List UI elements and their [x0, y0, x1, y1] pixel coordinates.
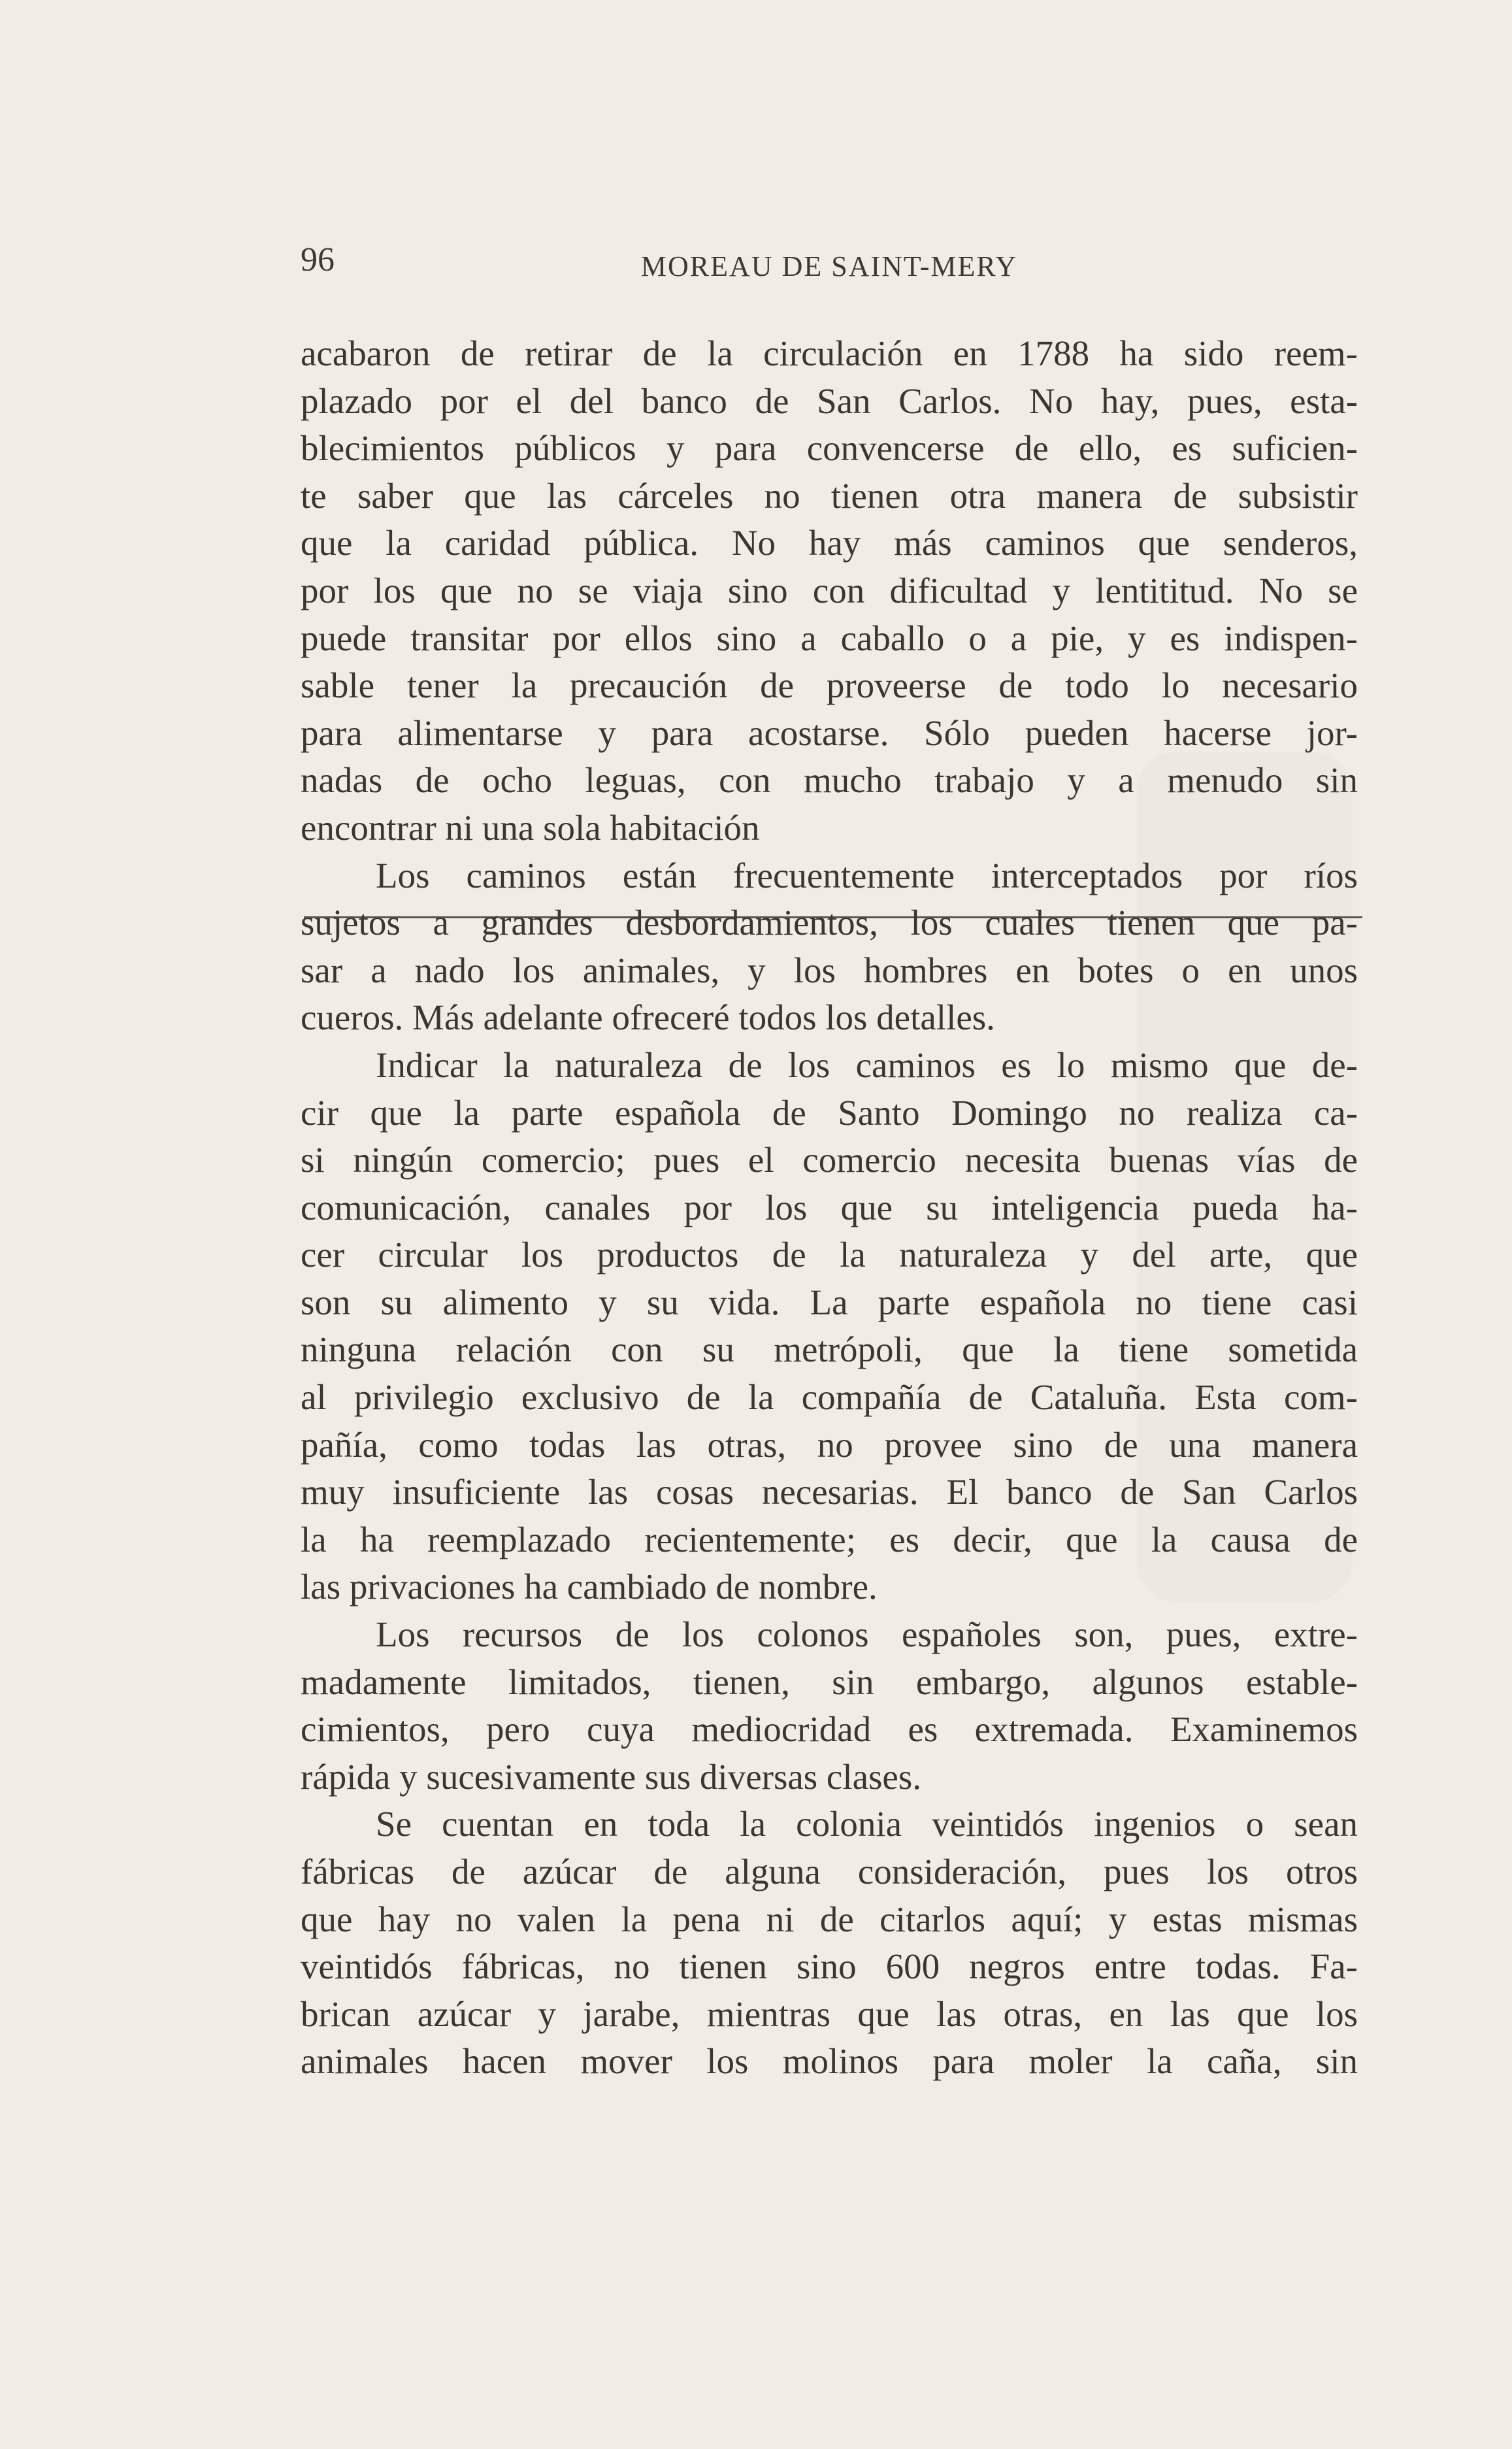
text-line: sujetos a grandes desbordamientos, los cuales tienen que pa- [301, 903, 1358, 943]
text-line: nadas de ocho leguas, con mucho trabajo y a menudo sin [301, 760, 1358, 801]
text-line: puede transitar por ellos sino a caballo o a pie, y es indispen- [301, 618, 1358, 658]
text-line: cir que la parte española de Santo Domingo no realiza ca- [301, 1092, 1358, 1133]
text-line: rápida y sucesivamente sus diversas clases. [301, 1756, 921, 1797]
text-line: las privaciones ha cambiado de nombre. [301, 1567, 878, 1607]
text-line: ninguna relación con su metrópoli, que la tiene sometida [301, 1329, 1358, 1370]
text-line: fábricas de azúcar de alguna consideración, pues los otros [301, 1852, 1358, 1891]
text-line: Indicar la naturaleza de los caminos es lo mismo que de- [376, 1044, 1358, 1085]
text-line: Los caminos están frecuentemente interceptados por ríos [376, 855, 1358, 895]
text-line: cer circular los productos de la naturaleza y del arte, que [301, 1235, 1358, 1275]
text-line: Los recursos de los colonos españoles son, pues, extre- [376, 1614, 1358, 1655]
text-line: sable tener la precaución de proveerse de todo lo necesario [301, 665, 1358, 706]
text-line: comunicación, canales por los que su inteligencia pueda ha- [301, 1187, 1358, 1227]
text-line: brican azúcar y jarabe, mientras que las otras, en las que los [301, 1993, 1358, 2034]
text-line: te saber que las cárceles no tienen otra manera de subsistir [301, 475, 1358, 516]
text-line: al privilegio exclusivo de la compañía de Cataluña. Esta com- [301, 1377, 1358, 1418]
text-line: animales hacen mover los molinos para moler la caña, sin [301, 2041, 1358, 2082]
text-line: encontrar ni una sola habitación [301, 807, 760, 848]
text-line: cueros. Más adelante ofreceré todos los detalles. [301, 997, 995, 1038]
text-line: veintidós fábricas, no tienen sino 600 negros entre todas. Fa- [301, 1946, 1358, 1987]
text-line: para alimentarse y para acostarse. Sólo pueden hacerse jor- [301, 712, 1358, 753]
text-line: acabaron de retirar de la circulación en 1788 ha sido reem- [301, 333, 1358, 373]
page-number: 96 [301, 241, 335, 278]
running-title: MOREAU DE SAINT-MERY [640, 250, 1018, 282]
text-line: que la caridad pública. No hay más caminos que senderos, [301, 523, 1358, 563]
text-line: cimientos, pero cuya mediocridad es extremada. Examinemos [301, 1709, 1358, 1750]
text-line: blecimientos públicos y para convencerse de ello, es suficien- [301, 428, 1358, 469]
text-line: si ningún comercio; pues el comercio necesita buenas vías de [301, 1140, 1358, 1180]
page-header [301, 241, 1358, 286]
text-line: muy insuficiente las cosas necesarias. El banco de San Carlos [301, 1472, 1358, 1512]
text-line: plazado por el del banco de San Carlos. No hay, pues, esta- [301, 380, 1358, 421]
text-line: son su alimento y su vida. La parte española no tiene casi [301, 1282, 1358, 1322]
text-line: pañía, como todas las otras, no provee sino de una manera [301, 1424, 1358, 1465]
text-line: que hay no valen la pena ni de citarlos aquí; y estas mismas [301, 1899, 1358, 1939]
text-line: sar a nado los animales, y los hombres en botes o en unos [301, 950, 1358, 990]
text-line: la ha reemplazado recientemente; es decir, que la causa de [301, 1519, 1358, 1559]
body-text [301, 330, 1358, 2086]
text-line: por los que no se viaja sino con dificultad y lentititud. No se [301, 570, 1358, 610]
text-line: Se cuentan en toda la colonia veintidós ingenios o sean [376, 1804, 1358, 1844]
text-line: madamente limitados, tienen, sin embargo, algunos estable- [301, 1661, 1358, 1702]
